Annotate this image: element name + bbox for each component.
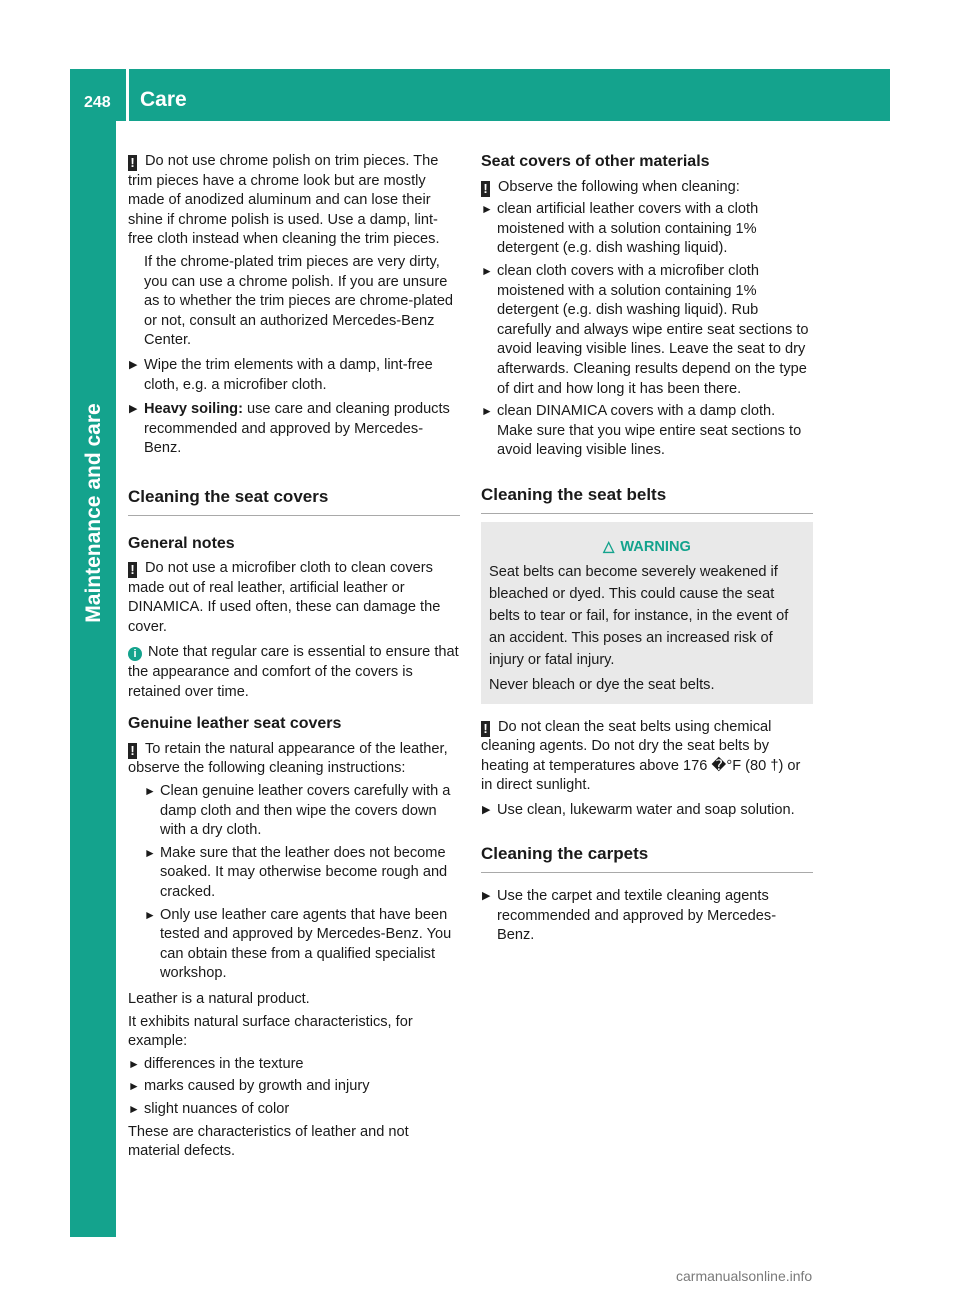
- header-divider: [126, 69, 129, 121]
- exclamation-icon: !: [128, 562, 137, 578]
- step-heavy-soiling: ▶ Heavy soiling: use care and cleaning products recommended and approved by Mercedes-Benz.: [129, 401, 450, 457]
- leather-natural: Leather is a natural product.: [128, 990, 310, 1007]
- warning-text-2: Never bleach or dye the seat belts.: [489, 676, 715, 693]
- arrow-right-icon: ▶: [129, 358, 138, 371]
- section-title: Care: [140, 88, 187, 111]
- watermark: carmanualsonline.info: [676, 1268, 813, 1284]
- heading-carpets: Cleaning the carpets: [481, 844, 813, 873]
- heading-genuine-leather: Genuine leather seat covers: [128, 715, 342, 733]
- bullet-icon: ►: [128, 1101, 140, 1116]
- exclamation-icon: !: [128, 155, 137, 171]
- info-icon: i: [128, 647, 142, 661]
- list-item: ► clean cloth covers with a microfiber cloth moistened with a solution containing 1% detergent (e.g. dish washing liquid). Rub carefully and always wipe entire seat sections to avoid leaving visible lines. Leave the seat to dry afterwards. Cleaning results depend on the type of dirt and how long it has been there.: [481, 262, 809, 397]
- chrome-notice: ! Do not use chrome polish on trim pieces. The trim pieces have a chrome look but are mostly made of anodized aluminum and can lose their shine if chrome polish is used. Use a damp, lint-free cloth instead when cleaning the trim pieces.: [128, 153, 440, 248]
- bullet-icon: ►: [481, 404, 493, 419]
- left-column: [128, 152, 460, 1162]
- warning-text: Seat belts can become severely weakened if bleached or dyed. This could cause the seat belts to tear or fail, for instance, in the event of an accident. This poses an increased risk of injury or fatal injury.: [489, 563, 789, 668]
- leather-closing: These are characteristics of leather and not material defects.: [128, 1123, 409, 1160]
- arrow-right-icon: ▶: [482, 890, 491, 903]
- bullet-icon: ►: [128, 1079, 140, 1094]
- list-item: ► Clean genuine leather covers carefully with a damp cloth and then wipe the covers down with a dry cloth.: [144, 783, 451, 839]
- exclamation-icon: !: [128, 743, 137, 759]
- page-number: 248: [84, 94, 111, 111]
- heading-other-materials: Seat covers of other materials: [481, 153, 710, 170]
- leather-exhibits: It exhibits natural surface characteristics, for example:: [128, 1013, 413, 1050]
- leather-notice: ! To retain the natural appearance of the leather, observe the following cleaning instructions:: [128, 740, 448, 777]
- bullet-icon: ►: [481, 263, 493, 278]
- bullet-icon: ►: [144, 845, 156, 860]
- arrow-right-icon: ▶: [482, 803, 491, 816]
- list-item: ► clean DINAMICA covers with a damp cloth. Make sure that you wipe entire seat sections to avoid leaving visible lines.: [481, 403, 802, 459]
- heading-seat-belts: Cleaning the seat belts: [481, 485, 813, 514]
- belt-notice: ! Do not clean the seat belts using chemical cleaning agents. Do not dry the seat belts by heating at temperatures above 176 �°F (80 †) or in direct sunlight.: [481, 718, 801, 794]
- exclamation-icon: !: [481, 181, 490, 197]
- arrow-right-icon: ▶: [129, 403, 138, 416]
- general-info: i Note that regular care is essential to ensure that the appearance and comfort of the covers is retained over time.: [128, 644, 459, 700]
- warning-title: △ WARNING: [489, 536, 805, 558]
- general-notice: ! Do not use a microfiber cloth to clean covers made out of real leather, artificial leather or DINAMICA. If used often, these can damage the cover.: [128, 560, 441, 635]
- list-item: ► clean artificial leather covers with a cloth moistened with a solution containing 1% detergent (e.g. dish washing liquid).: [481, 201, 759, 257]
- warning-box: [481, 522, 813, 704]
- warning-triangle-icon: △: [603, 538, 615, 555]
- bullet-icon: ►: [144, 784, 156, 799]
- exclamation-icon: !: [481, 721, 490, 737]
- bullet-icon: ►: [144, 907, 156, 922]
- step-belt-clean: ▶ Use clean, lukewarm water and soap solution.: [481, 801, 813, 821]
- heading-general-notes: General notes: [128, 534, 235, 552]
- bullet-icon: ►: [481, 202, 493, 217]
- other-notice: ! Observe the following when cleaning:: [481, 178, 813, 198]
- header-bar: [70, 69, 890, 121]
- list-item: ► marks caused by growth and injury: [128, 1077, 460, 1097]
- list-item: ► Make sure that the leather does not become soaked. It may otherwise become rough and cracked.: [144, 844, 448, 900]
- list-item: ► Only use leather care agents that have been tested and approved by Mercedes-Benz. You can obtain these from a qualified specialist workshop.: [144, 906, 452, 982]
- list-item: ► slight nuances of color: [128, 1100, 460, 1120]
- heading-seat-covers: Cleaning the seat covers: [128, 487, 460, 516]
- bullet-icon: ►: [128, 1056, 140, 1071]
- step-carpet-clean: ▶ Use the carpet and textile cleaning agents recommended and approved by Mercedes-Benz.: [482, 888, 777, 944]
- list-item: ► differences in the texture: [128, 1055, 460, 1075]
- chrome-notice-2: If the chrome-plated trim pieces are very dirty, you can use a chrome polish. If you are unsure as to whether the trim pieces are chrome-plated or not, consult an authorized Mercedes-Benz Center.: [144, 253, 454, 349]
- side-tab-label: Maintenance and care: [82, 403, 105, 623]
- right-column: [481, 152, 813, 946]
- step-wipe: ▶ Wipe the trim elements with a damp, lint-free cloth, e.g. a microfiber cloth.: [129, 356, 433, 393]
